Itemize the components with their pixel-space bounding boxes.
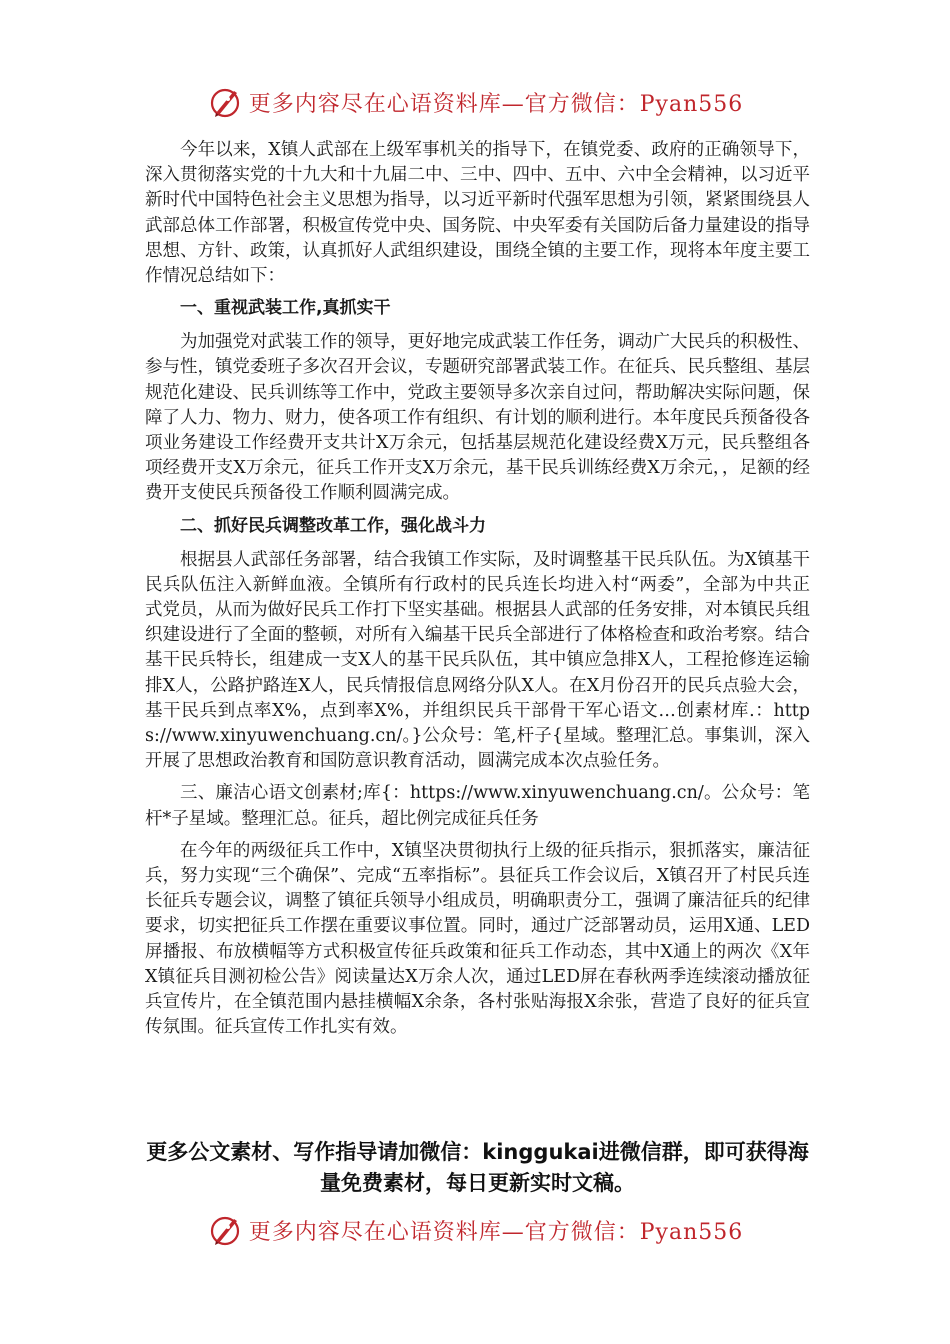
document-body [145,138,810,1048]
banner-text: 更多内容尽在心语资料库—官方微信：Pyan556 [248,91,744,117]
section-3-paragraph: 在今年的两级征兵工作中，X镇坚决贯彻执行上级的征兵指示，狠抓落实，廉洁征兵，努力实现“三个确保”、完成“五率指标”。县征兵工作会议后，X镇召开了村民兵连长征兵专题会议，调整了镇征兵领导小组成员，明确职责分工，强调了廉洁征兵的纪律要求，切实把征兵工作摆在重要议事位置。同时，通过广泛部署动员，运用X通、LED屏播报、布放横幅等方式积极宣传征兵政策和征兵工作动态，其中X通上的两次《X年X镇征兵目测初检公告》阅读量达X万余人次，通过LED屏在春秋两季连续滚动播放征兵宣传片，在全镇范围内悬挂横幅X余条，各村张贴海报X余张，营造了良好的征兵宣传氛围。征兵宣传工作扎实有效。 [145,840,810,1038]
section-1-paragraph: 为加强党对武装工作的领导，更好地完成武装工作任务，调动广大民兵的积极性、参与性，镇党委班子多次召开会议，专题研究部署武装工作。在征兵、民兵整组、基层规范化建设、民兵训练等工作中，党政主要领导多次亲自过问，帮助解决实际问题，保障了人力、物力、财力，使各项工作有组织、有计划的顺利进行。本年度民兵预备役各项业务建设工作经费开支共计X万余元，包括基层规范化建设经费X万元，民兵整组各项经费开支X万余元，征兵工作开支X万余元，基干民兵训练经费X万余元，，足额的经费开支使民兵预备役工作顺利圆满完成。 [145,332,810,504]
intro-paragraph: 今年以来，X镇人武部在上级军事机关的指导下，在镇党委、政府的正确领导下，深入贯彻落实党的十九大和十九届二中、三中、四中、五中、六中全会精神，以习近平新时代中国特色社会主义思想为指导，以习近平新时代强军思想为引领，紧紧围绕县人武部总体工作部署，积极宣传党中央、国务院、中央军委有关国防后备力量建设的指导思想、方针、政策，认真抓好人武组织建设，围绕全镇的主要工作，现将本年度主要工作情况总结如下： [145,140,810,287]
pen-logo-icon [207,1212,243,1248]
footer-banner [0,1210,950,1250]
pen-logo-icon [207,84,243,120]
section-3-heading: 三、廉洁心语文创素材;库{：https://www.xinyuwenchuang.cn/。公众号：笔杆*子星域。整理汇总。征兵，超比例完成征兵任务 [145,783,810,829]
section-2-paragraph: 根据县人武部任务部署，结合我镇工作实际，及时调整基干民兵队伍。为X镇基干民兵队伍注入新鲜血液。全镇所有行政村的民兵连长均进入村“两委”，全部为中共正式党员，从而为做好民兵工作打下坚实基础。根据县人武部的任务安排，对本镇民兵组织建设进行了全面的整顿，对所有入编基干民兵全部进行了体格检查和政治考察。结合基干民兵特长，组建成一支X人的基干民兵队伍，其中镇应急排X人，工程抢修连运输排X人，公路护路连X人，民兵情报信息网络分队X人。在X月份召开的民兵点验大会，基干民兵到点率X%，点到率X%，并组织民兵干部骨干军心语文…创素材库.：https://www.xinyuwenchuang.cn/。}公众号：笔,杆子{星域。整理汇总。事集训，深入开展了思想政治教育和国防意识教育活动，圆满完成本次点验任务。 [145,549,810,772]
promo-text: 更多公文素材、写作指导请加微信：kinggukai进微信群，即可获得海量免费素材，每日更新实时文稿。 [146,1140,809,1195]
section-2-heading: 二、抓好民兵调整改革工作，强化战斗力 [180,515,486,536]
header-banner [0,82,950,122]
section-1-heading: 一、重视武装工作,真抓实干 [180,298,391,319]
banner-text: 更多内容尽在心语资料库—官方微信：Pyan556 [248,1219,744,1245]
